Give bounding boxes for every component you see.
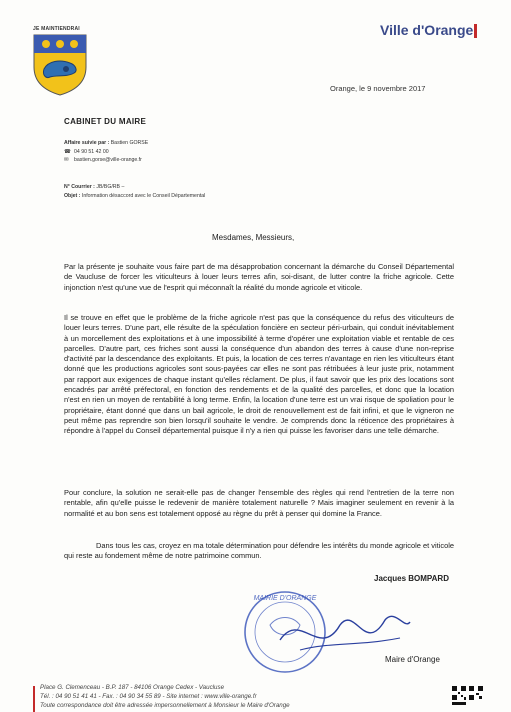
footer-line: Place G. Clemenceau - B.P. 187 - 84106 Orange Cedex - Vaucluse <box>40 684 225 691</box>
coat-of-arms-logo <box>30 33 90 97</box>
crest-motto: JE MAINTIENDRAI <box>33 26 80 32</box>
brand-accent-bar <box>474 24 477 38</box>
phone-icon: ☎ <box>64 148 71 155</box>
affaire-line <box>64 139 148 148</box>
qr-code-icon <box>469 686 483 700</box>
affaire-value: Bastien GORSE <box>110 140 149 146</box>
phone-value: 04 90 51 42 00 <box>74 148 109 155</box>
objet-label: Objet : <box>64 192 81 199</box>
reference-block <box>64 183 205 200</box>
footer-line: Tél. : 04 90 51 41 41 - Fax. : 04 90 34 55 89 - Site internet : www.ville-orange.fr <box>40 692 257 700</box>
office-title: CABINET DU MAIRE <box>64 117 147 126</box>
objet-line <box>64 192 205 201</box>
letter-paragraph: Pour conclure, la solution ne serait-elle pas de changer l'ensemble des règles qui rend l'entretien de la terre non rentable, afin qu'elle puisse le redevenir de manière totalement naturelle ? Mais imaginer seulement en revenir à la normalité et au bon sens est totalement opposé au règne du prêt à penser qui domine la France. <box>64 488 454 518</box>
footer-accent-bar <box>33 686 35 712</box>
letter-paragraph: Par la présente je souhaite vous faire part de ma désapprobation concernant la démarche du Conseil Départemental de Vaucluse de forcer les viticulteurs à louer leurs terres afin, soi-disant, de lutter contre la friche agricole. Cette injonction n'est qu'une vue de l'esprit qui méconnaît la réalité du monde agricole et viticole. <box>64 262 454 292</box>
qr-code-icon <box>452 686 466 700</box>
email-value: bastien.gorse@ville-orange.fr <box>74 157 142 164</box>
salutation: Mesdames, Messieurs, <box>212 233 295 242</box>
phone-line <box>64 148 148 157</box>
letter-paragraph: Il se trouve en effet que le problème de la friche agricole n'est pas que la conséquence du refus des viticulteurs de louer leurs terres. D'une part, elle résulte de la spéculation foncière en secteur péri-urbain, qui conduit inévitablement à un morcellement des exploitations et à une impossibilité à terme d'opérer une exploitation viable et rentable de ces parcelles. D'autre part, ces friches sont aussi la conséquence d'un abandon des terres à cause d'une non-reprise d'activité par la descendance des exploitants. Et puis, la location de ces terres n'avantage en rien les viticulteurs étant donné que les productions agricoles sont sous-payées car elles ne sont pas rétribuées à leur juste prix, notamment par rapport aux exigences de chaque instant qu'elles réclament. De plus, il faut savoir que les prix des locations sont encadrés par arrêté préfectoral, en fonction des rendements et de la qualité des parcelles, et donc que la location n'est en rien un moyen de rentabilité à long terme. Enfin, la location d'une terre est un vrai risque de spoliation pour le propriétaire, étant donné que dans un bail agricole, le droit de renouvellement est de fait infini, et que le vigneron ne peut même pas reprendre son bien lorsqu'il souhaite le vendre. Je comprends donc la réticence des propriétaires à répondre à l'appel du Conseil départemental puisque il n'y a rien qui puisse les favoriser dans une telle démarche. <box>64 313 454 436</box>
city-brand: Ville d'Orange <box>380 22 474 38</box>
courrier-value: JB/BG/RB – <box>96 184 125 190</box>
letter-paragraph: Dans tous les cas, croyez en ma totale détermination pour défendre les intérêts du monde agricole et viticole qui reste au fondement même de notre patrimoine commun. <box>64 541 454 561</box>
stamp-text: MAIRIE D'ORANGE <box>253 595 317 602</box>
email-line <box>64 156 148 165</box>
affaire-label: Affaire suivie par : <box>64 140 110 146</box>
objet-value: Information désaccord avec le Conseil Départemental <box>81 192 206 199</box>
letter-date: Orange, le 9 novembre 2017 <box>330 84 426 93</box>
signer-title: Maire d'Orange <box>385 655 440 664</box>
courrier-line <box>64 183 205 192</box>
mail-icon: ✉ <box>64 157 69 164</box>
courrier-label: N° Courrier : <box>64 184 95 190</box>
footer-address <box>40 684 290 710</box>
footer-line: Toute correspondance doit être adressée impersonnellement à Monsieur le Maire d'Orange <box>40 701 290 709</box>
signer-name: Jacques BOMPARD <box>374 574 449 583</box>
contact-block <box>64 139 148 165</box>
